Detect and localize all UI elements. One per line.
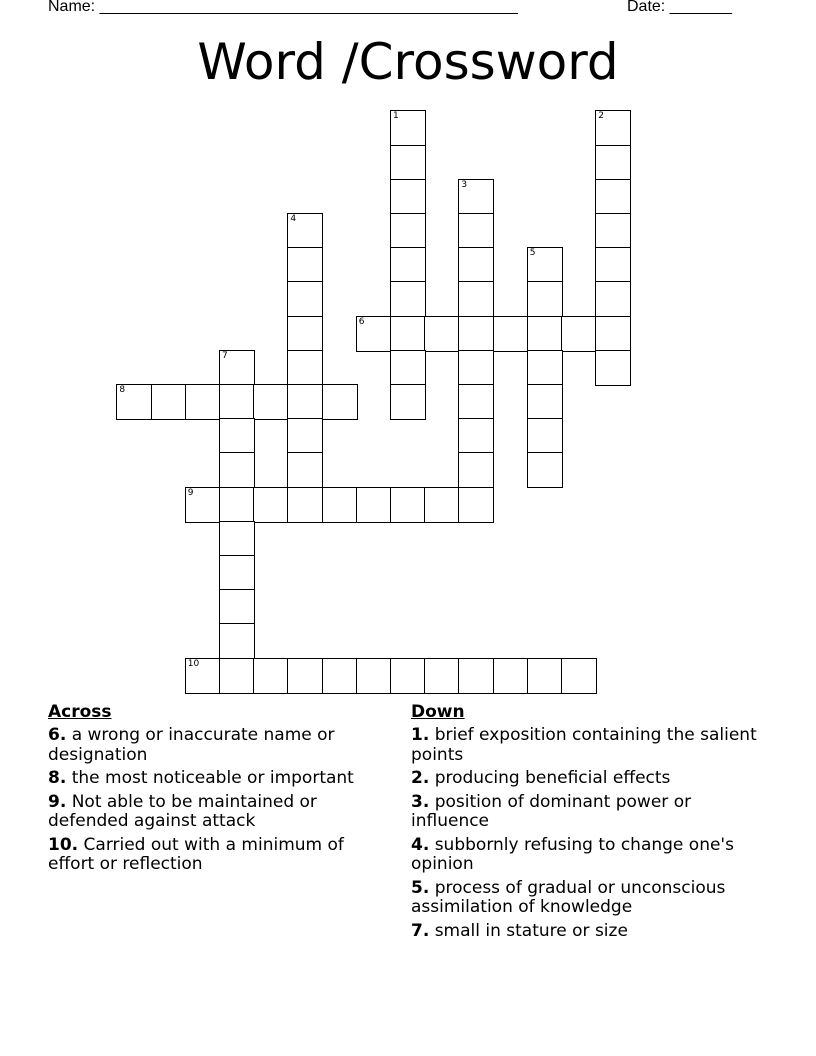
clue-number: 1. bbox=[411, 725, 430, 745]
clue-text: Not able to be maintained or defended against attack bbox=[48, 791, 317, 831]
clue-number: 9. bbox=[48, 791, 67, 812]
grid-cell bbox=[287, 487, 323, 523]
cell-number: 8 bbox=[119, 385, 126, 395]
grid-cell bbox=[322, 658, 358, 694]
grid-cell bbox=[219, 487, 255, 523]
grid-cell bbox=[390, 179, 426, 215]
grid-cell bbox=[185, 487, 221, 523]
name-field-label: Name: _______________________________________________ bbox=[48, 0, 518, 15]
cell-number: 1 bbox=[393, 111, 399, 122]
grid-cell bbox=[390, 658, 426, 694]
grid-cell bbox=[595, 145, 631, 181]
grid-cell bbox=[458, 418, 494, 454]
grid-cell bbox=[151, 384, 187, 420]
grid-cell bbox=[595, 281, 631, 317]
grid-cell bbox=[116, 384, 152, 420]
grid-cell bbox=[458, 452, 494, 488]
grid-cell bbox=[185, 384, 221, 420]
grid-cell bbox=[527, 350, 563, 386]
grid-cell bbox=[390, 213, 426, 249]
clue-item bbox=[411, 726, 761, 765]
grid-cell bbox=[458, 316, 494, 352]
clue-number: 2. bbox=[411, 768, 430, 788]
grid-cell bbox=[219, 452, 255, 488]
grid-cell bbox=[458, 658, 494, 694]
cell-number: 10 bbox=[187, 658, 200, 669]
grid-cell bbox=[595, 179, 631, 215]
across-heading: Across bbox=[48, 702, 112, 722]
grid-cell bbox=[390, 316, 426, 352]
clue-item bbox=[411, 879, 761, 918]
grid-cell bbox=[287, 316, 323, 352]
grid-cell bbox=[424, 658, 460, 694]
grid-cell bbox=[390, 487, 426, 523]
grid-cell bbox=[527, 452, 563, 488]
grid-cell bbox=[595, 247, 631, 283]
clue-item bbox=[411, 922, 761, 942]
clue-item bbox=[411, 769, 761, 789]
clue-item bbox=[48, 769, 388, 789]
grid-cell bbox=[287, 213, 323, 249]
clue-item bbox=[411, 836, 761, 875]
clue-item bbox=[48, 836, 388, 875]
clue-item bbox=[48, 726, 388, 765]
grid-cell bbox=[458, 350, 494, 386]
grid-cell bbox=[356, 316, 392, 352]
grid-cell bbox=[219, 658, 255, 694]
grid-cell bbox=[595, 316, 631, 352]
grid-cell bbox=[390, 350, 426, 386]
grid-cell bbox=[390, 384, 426, 420]
down-clues bbox=[411, 702, 761, 945]
clue-text: small in stature or size bbox=[429, 920, 628, 941]
cell-number: 4 bbox=[290, 214, 297, 224]
grid-cell bbox=[458, 247, 494, 283]
grid-cell bbox=[390, 281, 426, 317]
grid-cell bbox=[356, 658, 392, 694]
grid-cell bbox=[527, 247, 563, 283]
cell-number: 3 bbox=[461, 179, 468, 190]
down-heading: Down bbox=[411, 702, 465, 722]
grid-cell bbox=[253, 487, 289, 523]
clue-text: subbornly refusing to change one's opinion bbox=[411, 834, 734, 874]
clue-text: the most noticeable or important bbox=[66, 768, 354, 788]
grid-cell bbox=[458, 213, 494, 249]
grid-cell bbox=[287, 384, 323, 420]
clue-text: position of dominant power or influence bbox=[411, 791, 692, 831]
grid-cell bbox=[527, 418, 563, 454]
grid-cell bbox=[424, 487, 460, 523]
grid-cell bbox=[287, 418, 323, 454]
page-title: Word /Crossword bbox=[197, 33, 619, 91]
grid-cell bbox=[287, 247, 323, 283]
grid-cell bbox=[561, 316, 597, 352]
clue-number: 7. bbox=[411, 920, 430, 941]
grid-cell bbox=[287, 281, 323, 317]
clue-number: 6. bbox=[48, 725, 67, 745]
grid-cell bbox=[287, 350, 323, 386]
grid-cell bbox=[527, 658, 563, 694]
clue-number: 5. bbox=[411, 877, 430, 898]
grid-cell bbox=[219, 350, 255, 386]
grid-cell bbox=[595, 110, 631, 146]
grid-cell bbox=[458, 384, 494, 420]
grid-cell bbox=[595, 213, 631, 249]
grid-cell bbox=[219, 589, 255, 625]
grid-cell bbox=[595, 350, 631, 386]
grid-cell bbox=[527, 384, 563, 420]
grid-cell bbox=[527, 281, 563, 317]
grid-cell bbox=[390, 110, 426, 146]
across-clues bbox=[48, 702, 388, 879]
grid-cell bbox=[219, 555, 255, 591]
clue-item bbox=[48, 793, 388, 832]
grid-cell bbox=[253, 384, 289, 420]
clue-text: a wrong or inaccurate name or designation bbox=[48, 725, 335, 765]
clue-text: process of gradual or unconscious assimilation of knowledge bbox=[411, 877, 726, 917]
grid-cell bbox=[390, 145, 426, 181]
grid-cell bbox=[493, 316, 529, 352]
grid-cell bbox=[287, 452, 323, 488]
clue-number: 8. bbox=[48, 768, 67, 788]
grid-cell bbox=[322, 384, 358, 420]
clue-text: Carried out with a minimum of effort or reflection bbox=[48, 834, 344, 874]
cell-number: 6 bbox=[358, 316, 365, 327]
grid-cell bbox=[322, 487, 358, 523]
grid-cell bbox=[527, 316, 563, 352]
grid-cell bbox=[458, 487, 494, 523]
grid-cell bbox=[356, 487, 392, 523]
clue-text: brief exposition containing the salient points bbox=[411, 725, 757, 765]
clue-number: 10. bbox=[48, 834, 79, 855]
clue-number: 4. bbox=[411, 834, 430, 855]
cell-number: 9 bbox=[187, 487, 194, 498]
grid-cell bbox=[458, 179, 494, 215]
grid-cell bbox=[185, 658, 221, 694]
clue-text: producing beneficial effects bbox=[429, 768, 671, 788]
date-field-label: Date: _______ bbox=[627, 0, 732, 15]
grid-cell bbox=[561, 658, 597, 694]
grid-cell bbox=[219, 384, 255, 420]
clue-item bbox=[411, 793, 761, 832]
cell-number: 2 bbox=[598, 111, 604, 122]
clue-number: 3. bbox=[411, 791, 430, 812]
grid-cell bbox=[493, 658, 529, 694]
grid-cell bbox=[458, 281, 494, 317]
grid-cell bbox=[253, 658, 289, 694]
cell-number: 5 bbox=[529, 248, 536, 259]
grid-cell bbox=[219, 521, 255, 557]
grid-cell bbox=[287, 658, 323, 694]
grid-cell bbox=[424, 316, 460, 352]
grid-cell bbox=[219, 623, 255, 659]
grid-cell bbox=[390, 247, 426, 283]
grid-cell bbox=[219, 418, 255, 454]
cell-number: 7 bbox=[222, 350, 228, 361]
